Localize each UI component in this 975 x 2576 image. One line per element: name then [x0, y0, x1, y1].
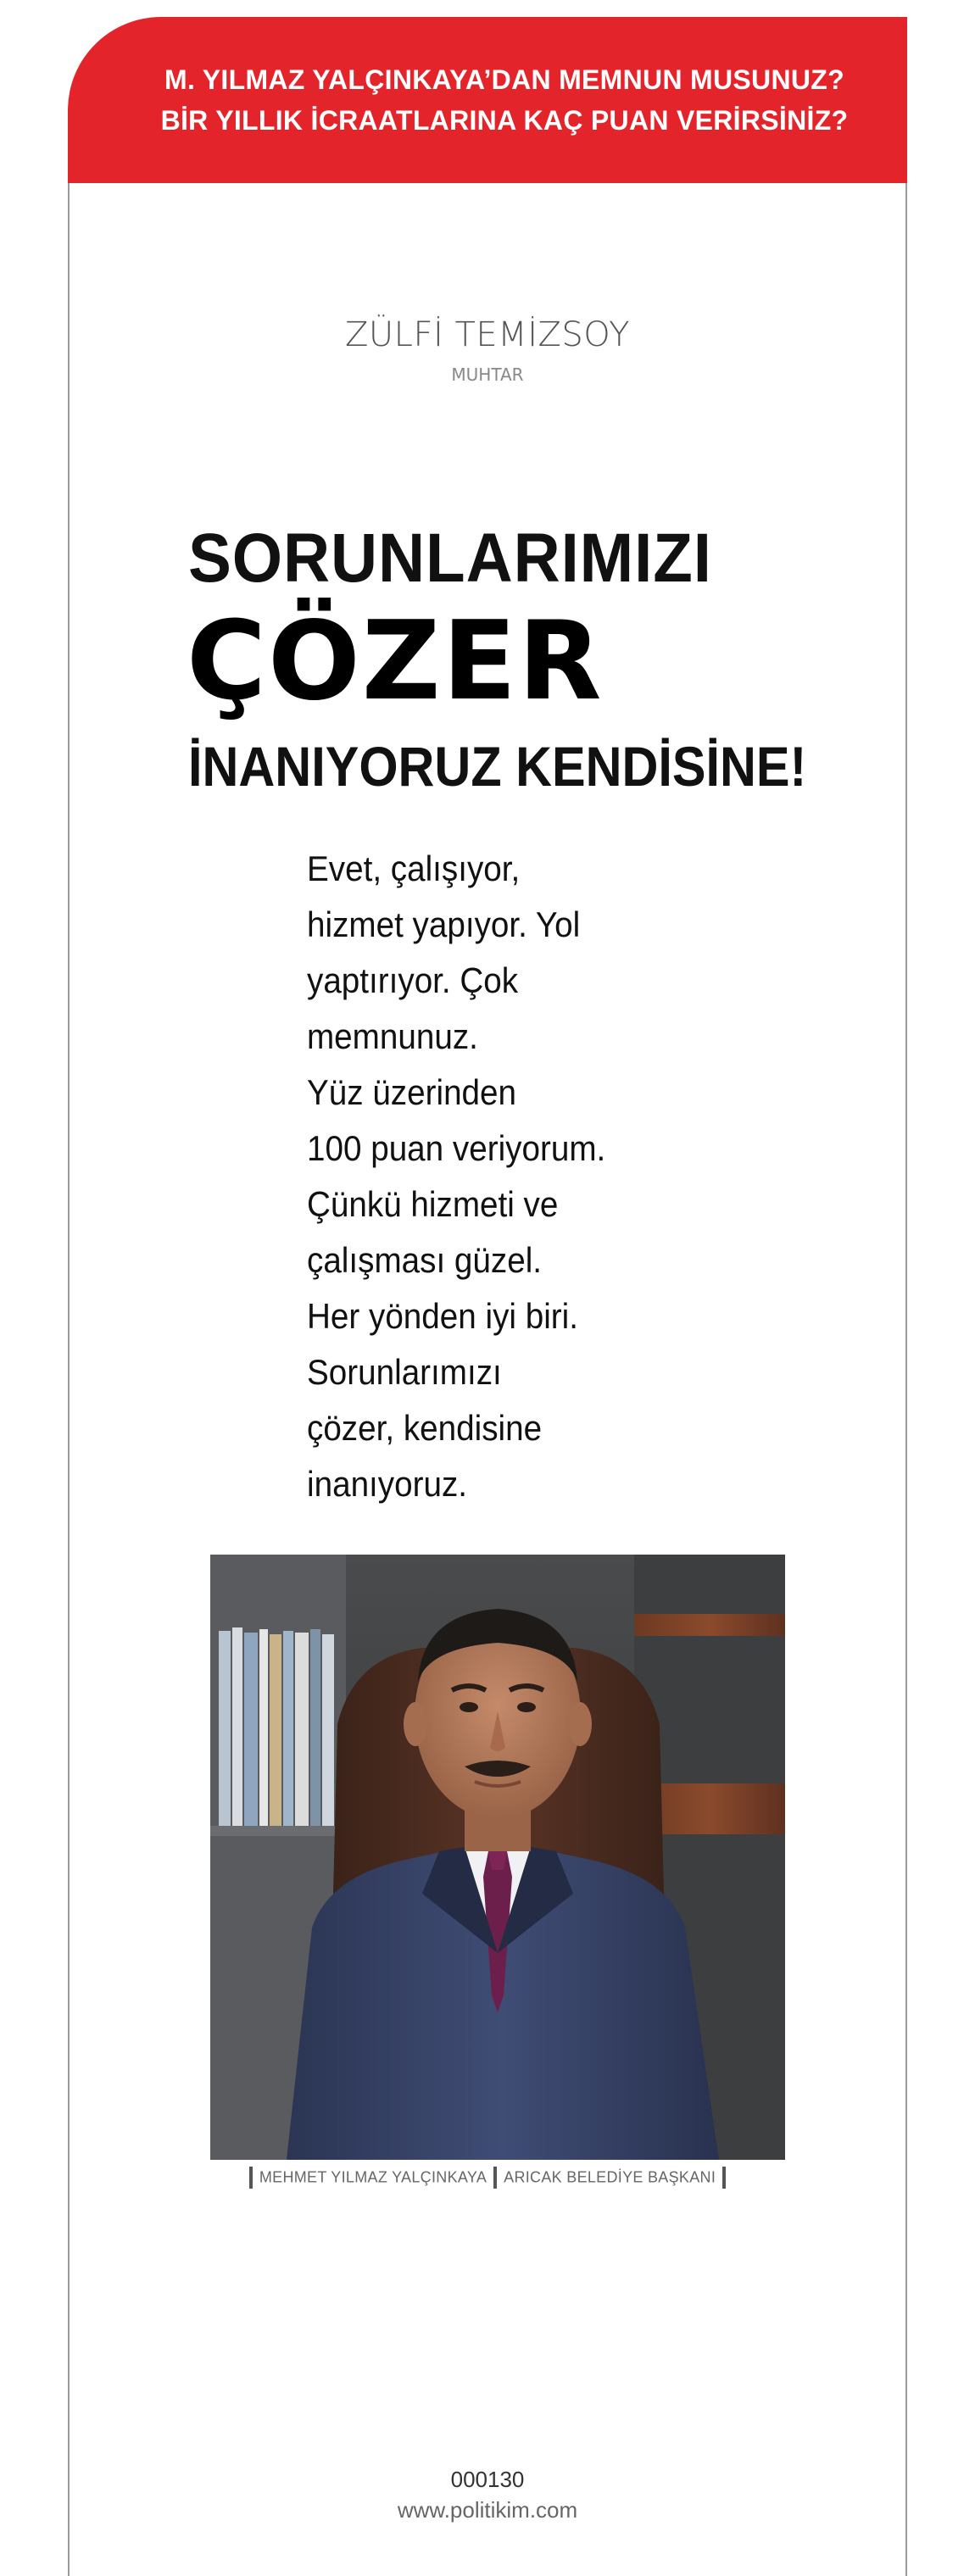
mayor-portrait-photo [210, 1555, 785, 2160]
caption-person-title: ARICAK BELEDİYE BAŞKANI [504, 2168, 716, 2186]
quote-line: 100 puan veriyorum. [307, 1128, 606, 1168]
portrait-illustration [210, 1555, 785, 2160]
interviewee-name: ZÜLFİ TEMİZSOY [344, 315, 631, 354]
caption-divider [722, 2167, 726, 2189]
caption-divider [249, 2167, 253, 2189]
photo-caption [0, 2167, 975, 2189]
quote-line: inanıyoruz. [307, 1464, 468, 1504]
header-banner [68, 17, 907, 183]
header-question-line-1: M. YILMAZ YALÇINKAYA’DAN MEMNUN MUSUNUZ? [164, 64, 844, 95]
caption-divider [493, 2167, 497, 2189]
frame-right-border [905, 183, 907, 2576]
quote-line: memnunuz. [307, 1016, 478, 1056]
quote-line: Çünkü hizmeti ve [307, 1184, 559, 1224]
headline-line-1: SORUNLARIMIZI [188, 520, 712, 597]
footer-code: 000130 [450, 2467, 525, 2492]
quote-line: Evet, çalışıyor, [307, 848, 521, 888]
caption-person-name: MEHMET YILMAZ YALÇINKAYA [259, 2168, 488, 2186]
frame-left-border [68, 183, 70, 2576]
quote-line: yaptırıyor. Çok [307, 960, 519, 1000]
quote-line: Her yönden iyi biri. [307, 1296, 578, 1336]
interviewee-role: MUHTAR [451, 364, 524, 385]
quote-body [307, 841, 634, 1512]
quote-line: çözer, kendisine [307, 1408, 543, 1448]
quote-line: çalışması güzel. [307, 1240, 543, 1280]
header-question-line-2: BİR YILLIK İCRAATLARINA KAÇ PUAN VERİRSİNİZ? [160, 105, 849, 136]
quote-line: Yüz üzerinden [307, 1072, 517, 1112]
quote-line: hizmet yapıyor. Yol [307, 904, 581, 944]
footer-url: www.politikim.com [397, 2497, 578, 2523]
headline-line-2: ÇÖZER [187, 598, 604, 725]
headline-line-3: İNANIYORUZ KENDİSİNE! [188, 735, 807, 798]
quote-line: Sorunlarımızı [307, 1352, 502, 1392]
